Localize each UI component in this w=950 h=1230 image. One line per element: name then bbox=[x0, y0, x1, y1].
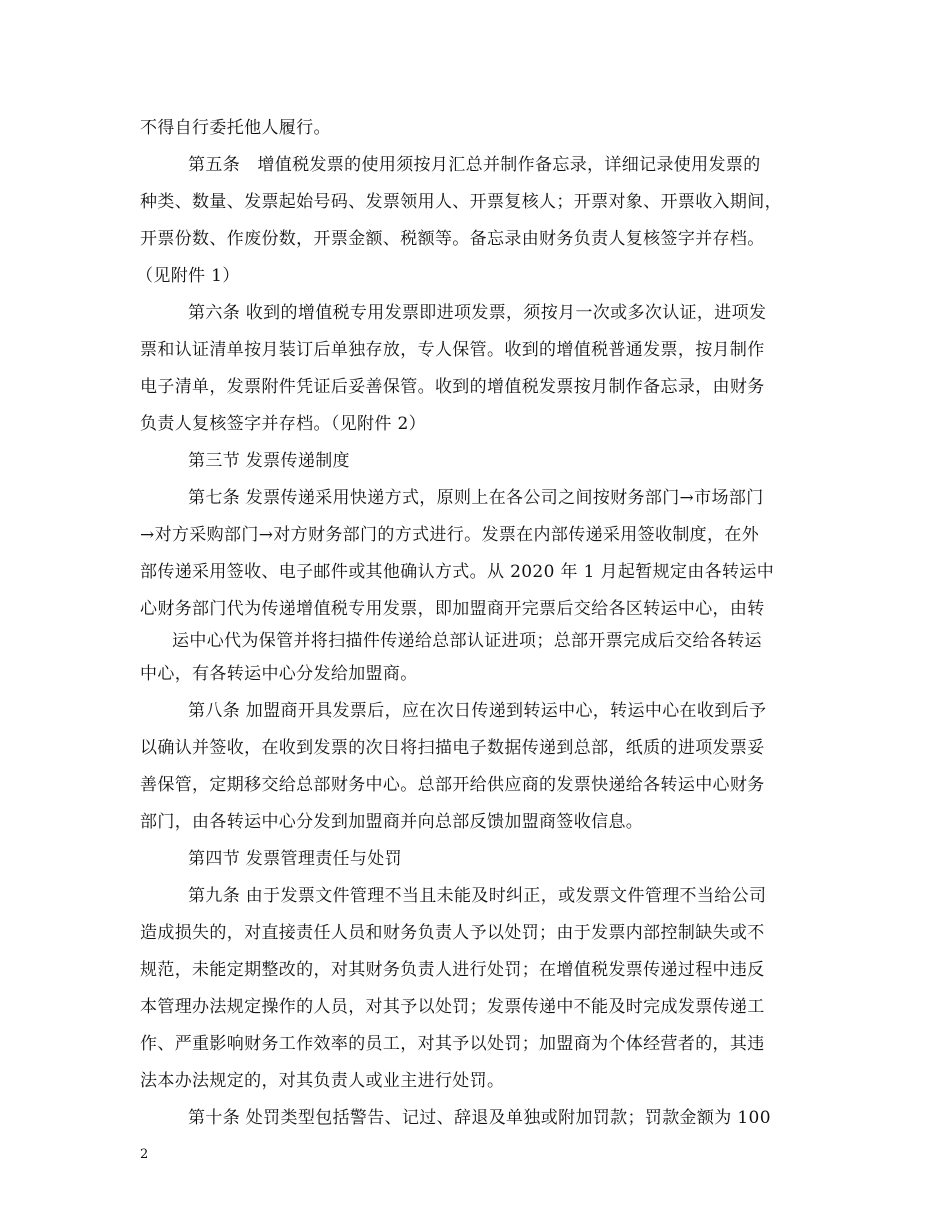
text-line: 负责人复核签字并存档。（见附件 2） bbox=[140, 414, 427, 434]
page-number: 2 bbox=[140, 1147, 149, 1162]
text-line: 本管理办法规定操作的人员，对其予以处罚；发票传递中不能及时完成发票传递工 bbox=[140, 997, 765, 1017]
text-line: 第八条 加盟商开具发票后，应在次日传递到转运中心，转运中心在收到后予 bbox=[188, 701, 767, 721]
text-line: 造成损失的，对直接责任人员和财务负责人予以处罚；由于发票内部控制缺失或不 bbox=[140, 923, 765, 943]
text-line: 中心，有各转运中心分发给加盟商。 bbox=[140, 664, 418, 684]
text-line: 法本办法规定的，对其负责人或业主进行处罚。 bbox=[140, 1071, 505, 1091]
text-line: 作、严重影响财务工作效率的员工，对其予以处罚；加盟商为个体经营者的，其违 bbox=[140, 1034, 765, 1054]
text-line: 规范，未能定期整改的，对其财务负责人进行处罚；在增值税发票传递过程中违反 bbox=[140, 960, 765, 980]
text-line: 种类、数量、发票起始号码、发票领用人、开票复核人；开票对象、开票收入期间， bbox=[140, 192, 782, 212]
section-heading: 第三节 发票传递制度 bbox=[188, 451, 350, 471]
text-line: 第六条 收到的增值税专用发票即进项发票，须按月一次或多次认证，进项发 bbox=[188, 303, 767, 323]
text-line: 部传递采用签收、电子邮件或其他确认方式。从 2020 年 1 月起暂规定由各转运中 bbox=[140, 562, 775, 582]
text-line: 善保管，定期移交给总部财务中心。总部开给供应商的发票快递给各转运中心财务 bbox=[140, 775, 765, 795]
text-line: 以确认并签收，在收到发票的次日将扫描电子数据传递到总部，纸质的进项发票妥 bbox=[140, 738, 765, 758]
text-line: 开票份数、作废份数，开票金额、税额等。备忘录由财务负责人复核签字并存档。 bbox=[140, 229, 765, 249]
text-line: 运中心代为保管并将扫描件传递给总部认证进项；总部开票完成后交给各转运 bbox=[172, 631, 762, 651]
text-line: 第七条 发票传递采用快递方式，原则上在各公司之间按财务部门→市场部门 bbox=[188, 488, 764, 508]
text-line: 第五条 增值税发票的使用须按月汇总并制作备忘录，详细记录使用发票的 bbox=[188, 155, 761, 175]
text-line: （见附件 1） bbox=[136, 266, 240, 286]
section-heading: 第四节 发票管理责任与处罚 bbox=[188, 849, 402, 869]
text-line: 第十条 处罚类型包括警告、记过、辞退及单独或附加罚款；罚款金额为 100 bbox=[188, 1108, 771, 1128]
text-line: 不得自行委托他人履行。 bbox=[140, 118, 331, 138]
text-line: 心财务部门代为传递增值税专用发票，即加盟商开完票后交给各区转运中心，由转 bbox=[140, 599, 765, 619]
text-line: 电子清单，发票附件凭证后妥善保管。收到的增值税发票按月制作备忘录，由财务 bbox=[140, 377, 765, 397]
text-line: 票和认证清单按月装订后单独存放，专人保管。收到的增值税普通发票，按月制作 bbox=[140, 340, 765, 360]
text-line: 第九条 由于发票文件管理不当且未能及时纠正，或发票文件管理不当给公司 bbox=[188, 886, 767, 906]
text-line: →对方采购部门→对方财务部门的方式进行。发票在内部传递采用签收制度，在外 bbox=[140, 525, 760, 545]
text-line: 部门，由各转运中心分发到加盟商并向总部反馈加盟商签收信息。 bbox=[140, 812, 644, 832]
